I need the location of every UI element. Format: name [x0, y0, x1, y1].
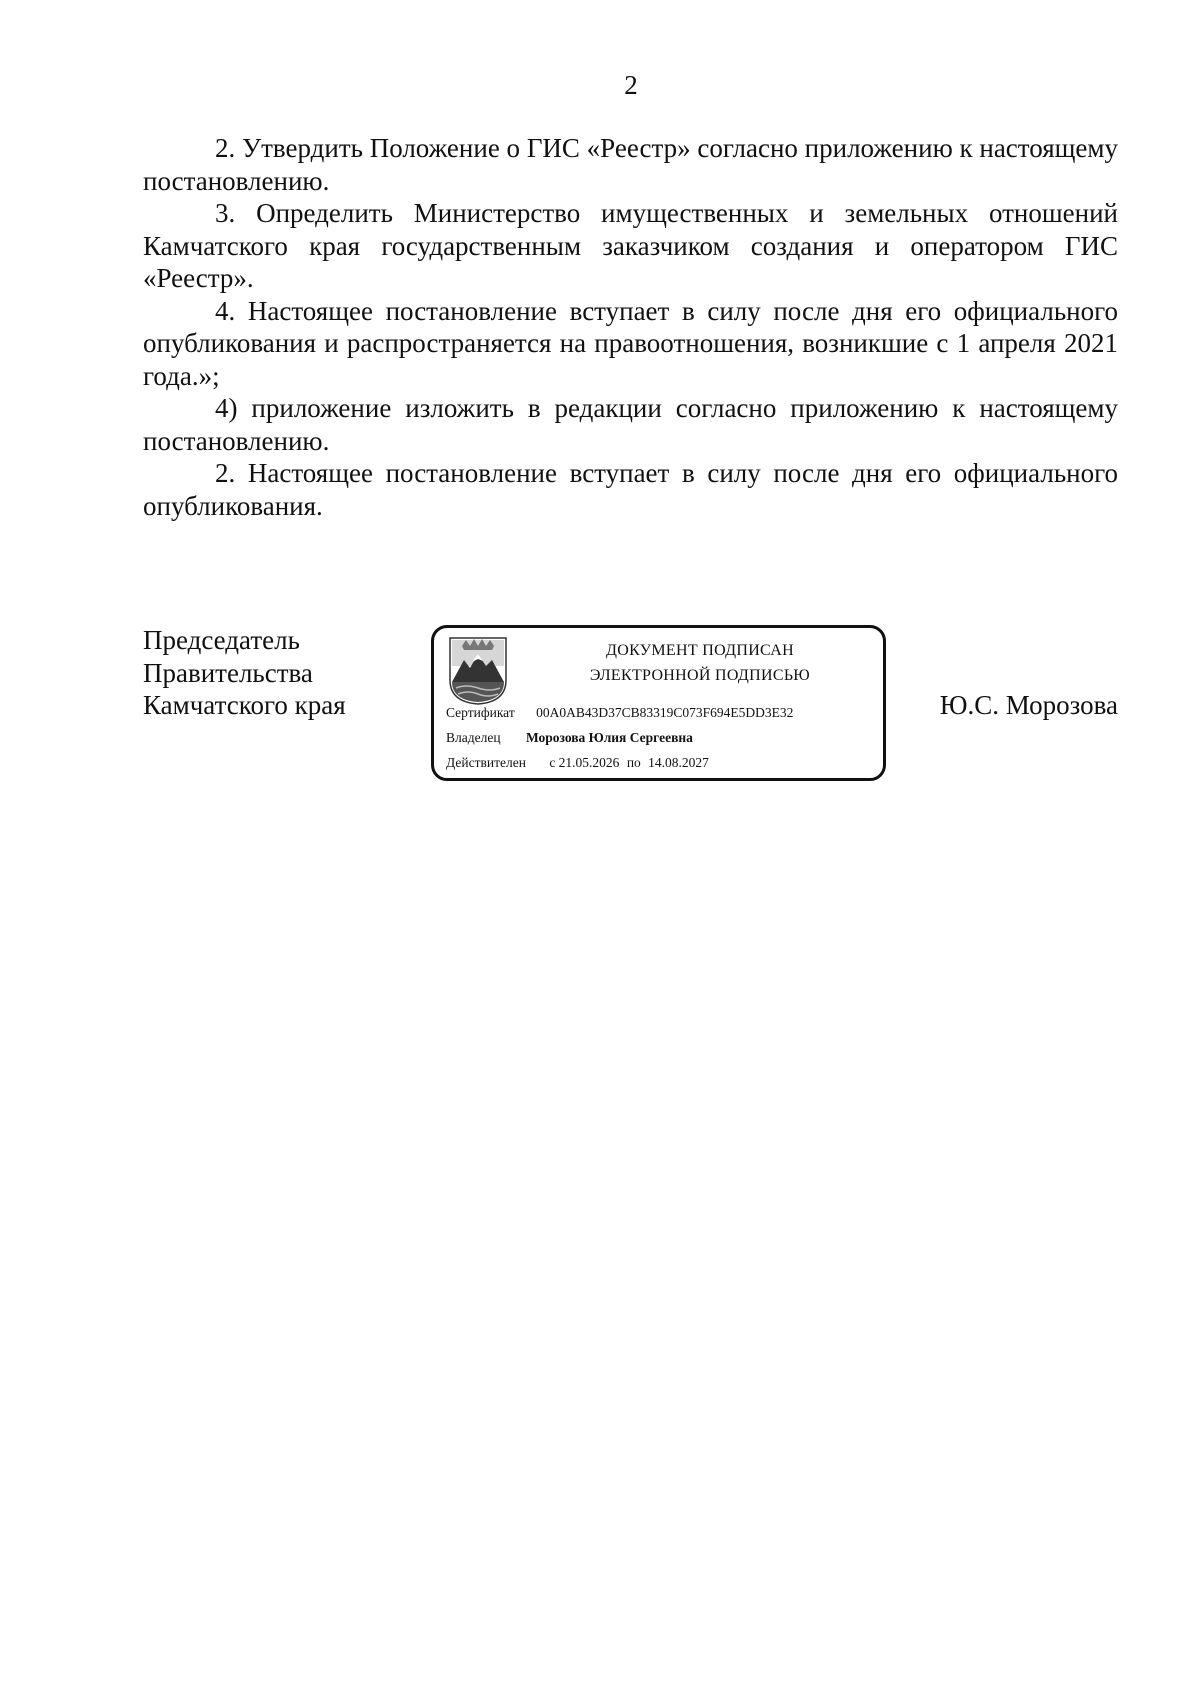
validity-row	[446, 755, 709, 771]
page-number: 2	[624, 70, 638, 100]
certificate-label: Сертификат	[446, 705, 515, 720]
valid-to-word: по	[626, 755, 641, 770]
stamp-title-line: ДОКУМЕНТ ПОДПИСАН	[606, 642, 794, 659]
owner-value: Морозова Юлия Сергеевна	[525, 730, 693, 745]
signatory-position	[143, 624, 346, 722]
validity-label: Действителен	[446, 755, 526, 770]
document-body	[143, 132, 1118, 522]
paragraph-subitem-4: 4) приложение изложить в редакции согласно приложению к настоящему постановлению.	[143, 393, 1118, 456]
position-line: Камчатского края	[143, 690, 346, 720]
position-line: Правительства	[143, 657, 313, 688]
paragraph-item-4: 4. Настоящее постановление вступает в силу после дня его официального опубликования и распространяется на правоотношения, возникшие с 1 апреля 2021 года.»;	[143, 295, 1118, 391]
valid-to: 14.08.2027	[648, 755, 709, 770]
paragraph-effective-date: 2. Настоящее постановление вступает в силу после дня его официального опубликования.	[143, 458, 1118, 521]
coat-of-arms-icon	[448, 636, 508, 706]
owner-label: Владелец	[446, 730, 501, 745]
owner-row	[446, 730, 693, 746]
stamp-title	[530, 638, 870, 688]
certificate-row	[446, 705, 793, 721]
valid-from: с 21.05.2026	[549, 755, 620, 770]
stamp-title-line: ЭЛЕКТРОННОЙ ПОДПИСЬЮ	[589, 667, 811, 684]
certificate-value: 00A0AB43D37CB83319C073F694E5DD3E32	[536, 705, 794, 720]
paragraph-item-2: 2. Утвердить Положение о ГИС «Реестр» согласно приложению к настоящему постановлению.	[143, 133, 1118, 196]
position-line: Председатель	[143, 625, 300, 655]
paragraph-item-3: 3. Определить Министерство имущественных и земельных отношений Камчатского края государственным заказчиком создания и оператором ГИС «Реестр».	[143, 198, 1118, 293]
electronic-signature-stamp	[431, 625, 886, 781]
signer-name: Ю.С. Морозова	[939, 690, 1118, 720]
